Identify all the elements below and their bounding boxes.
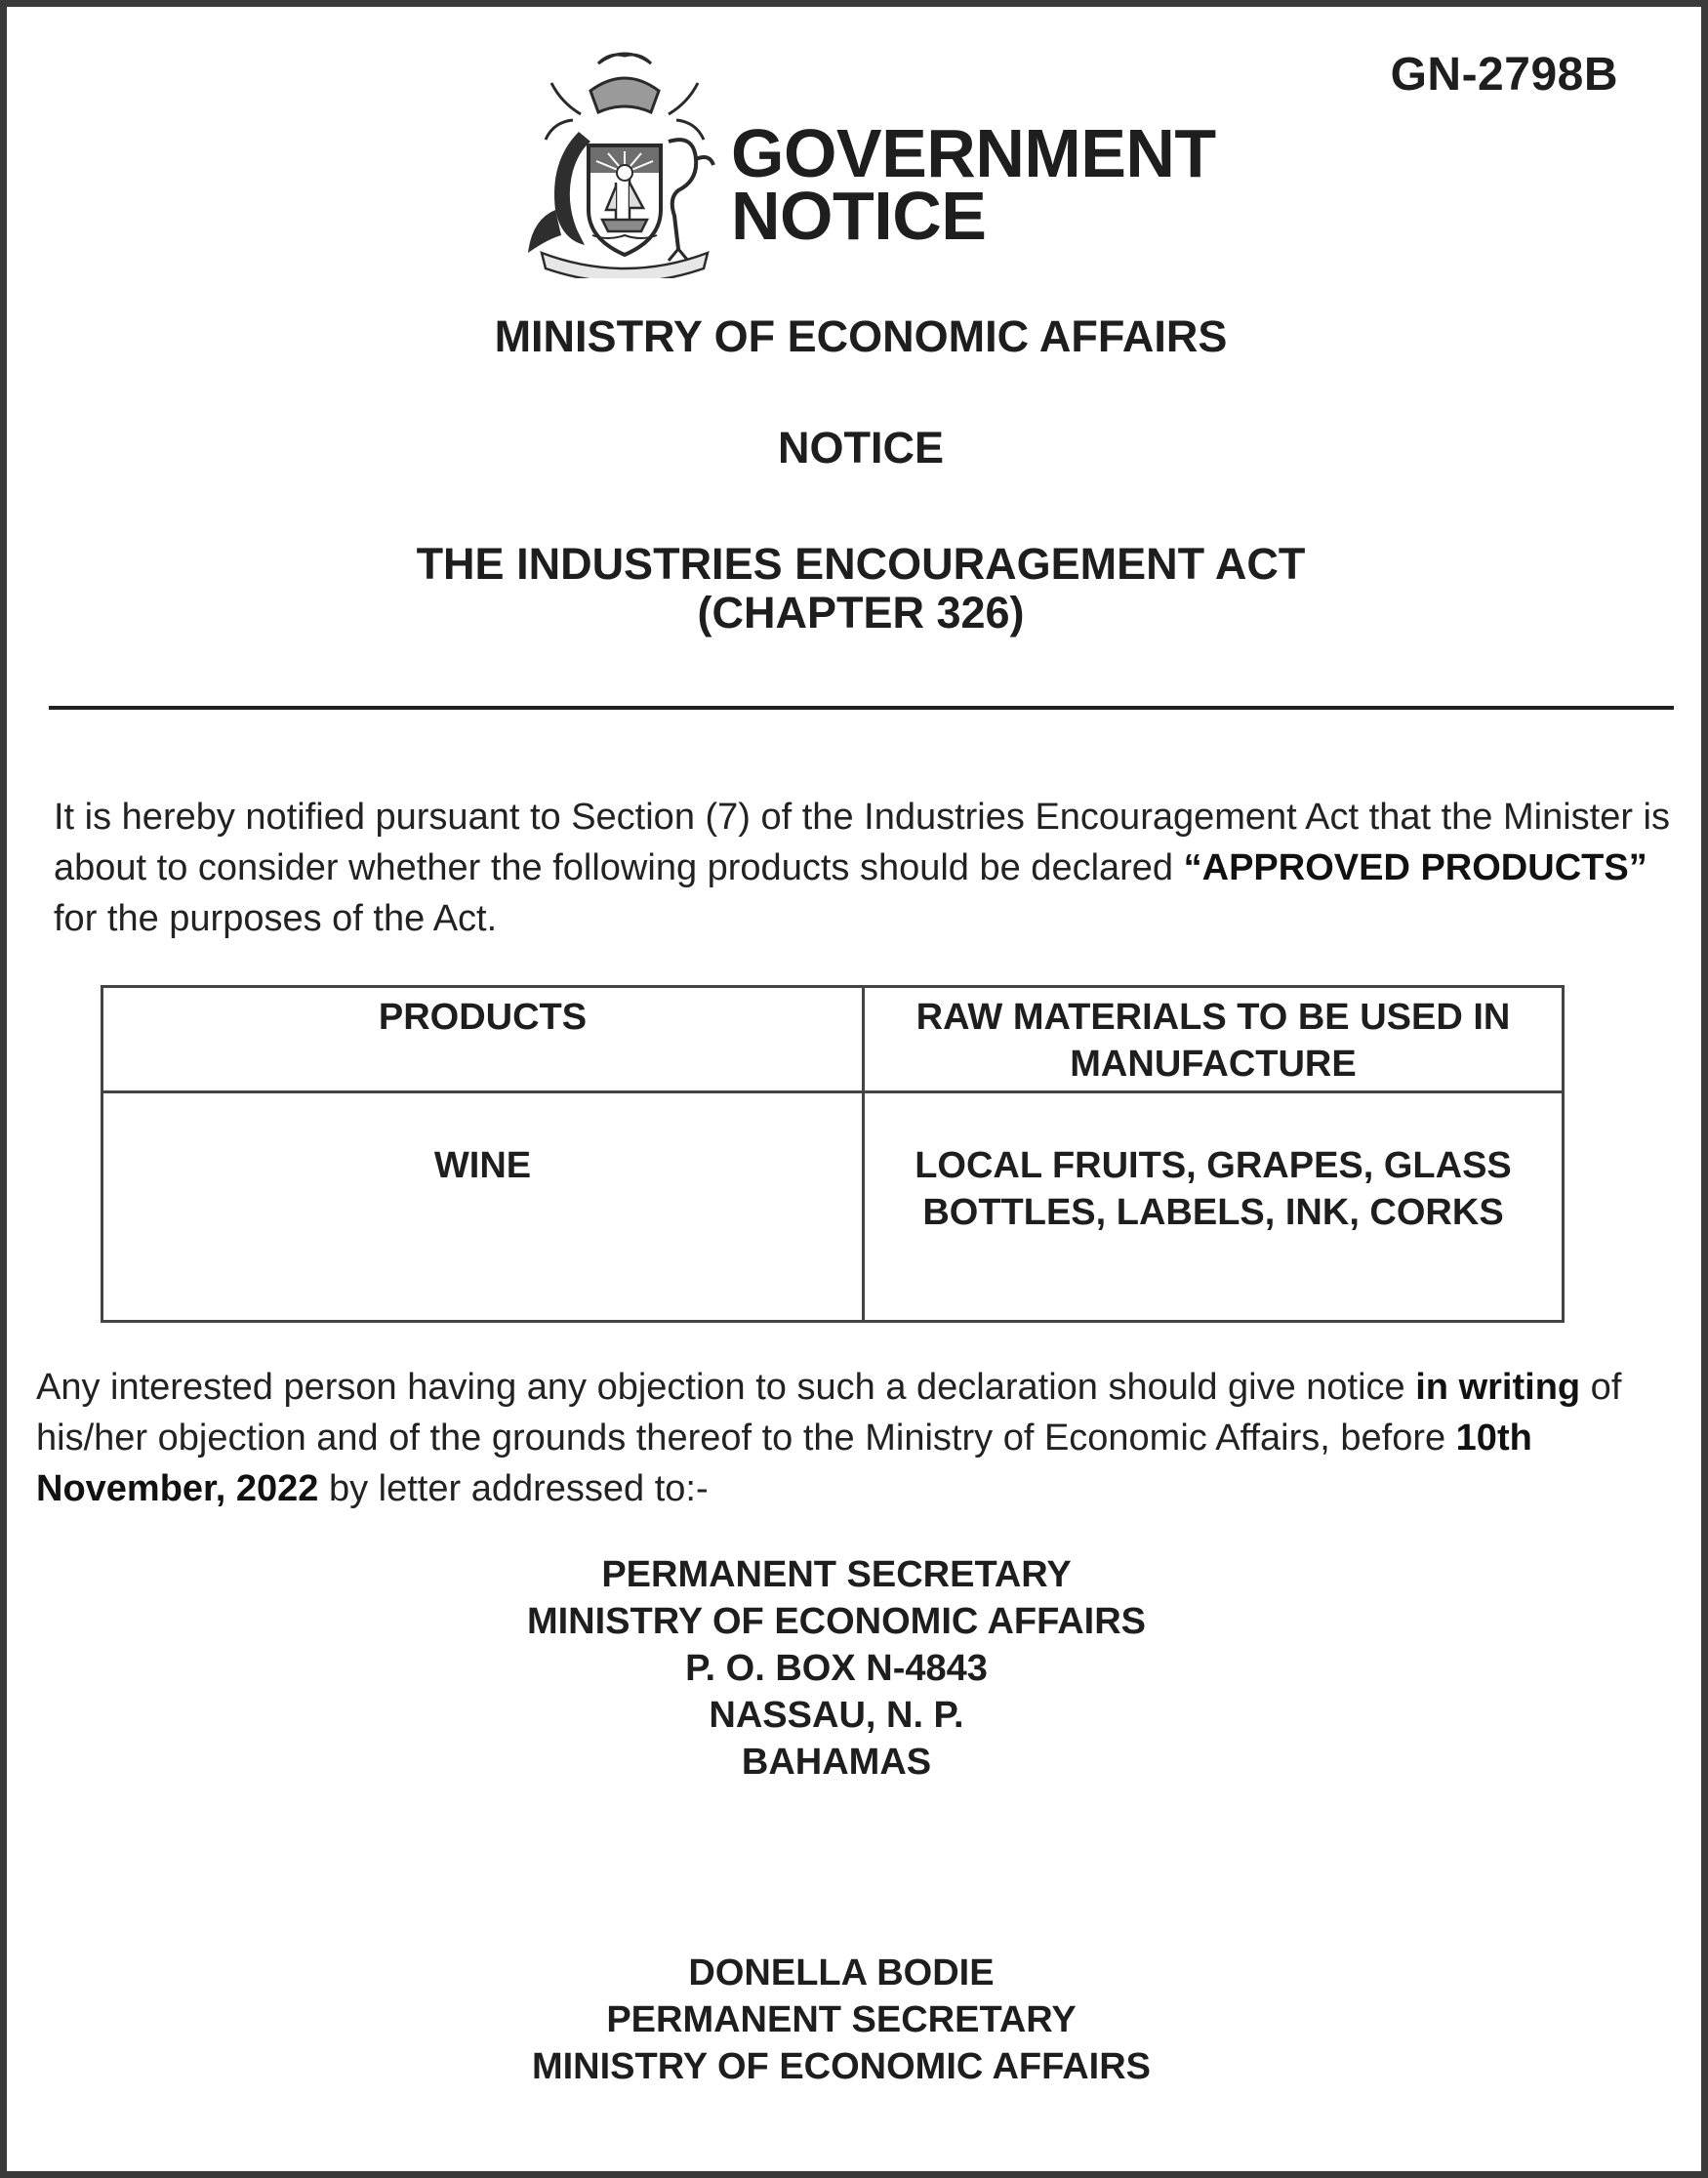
act-chapter: (CHAPTER 326) [697,588,1025,637]
signatory-block [0,1950,1695,2090]
signatory-ministry: MINISTRY OF ECONOMIC AFFAIRS [531,2046,1152,2087]
coat-of-arms-icon [522,44,727,278]
in-writing-emphasis: in writing [1415,1367,1581,1408]
act-title [7,540,1708,637]
address-line: MINISTRY OF ECONOMIC AFFAIRS [526,1601,1147,1642]
title-line-notice: NOTICE [731,178,987,254]
header-raw-materials: RAW MATERIALS TO BE USED IN MANUFACTURE [864,987,1564,1092]
raw-materials-cell: LOCAL FRUITS, GRAPES, GLASS BOTTLES, LABELS, INK, CORKS [864,1092,1564,1322]
products-table [101,985,1565,1323]
notice-number: GN-2798B [1390,49,1618,101]
approved-products-emphasis: “APPROVED PRODUCTS” [1183,847,1647,888]
ministry-heading: MINISTRY OF ECONOMIC AFFAIRS [494,311,1228,361]
notice-heading: NOTICE [777,423,944,473]
signatory-name: DONELLA BODIE [688,1952,995,1993]
government-notice-title [731,115,1216,254]
product-cell: WINE [102,1092,864,1322]
table-header-row [102,987,1564,1092]
horizontal-divider [49,706,1674,710]
address-line: PERMANENT SECRETARY [601,1554,1072,1595]
title-line-government: GOVERNMENT [731,115,1216,191]
objection-paragraph: Any interested person having any objection to such a declaration should give notice in writing of his/her objection and of the grounds thereof to the Ministry of Economic Affairs, before 10th November, 2022 by letter addressed to:- [36,1367,1622,1509]
deadline-date: 10th November, 2022 [36,1418,1532,1509]
act-name: THE INDUSTRIES ENCOURAGEMENT ACT [416,539,1306,589]
address-line: BAHAMAS [741,1742,932,1783]
signatory-title: PERMANENT SECRETARY [606,1999,1077,2040]
address-line: NASSAU, N. P. [709,1695,964,1736]
mailing-address [0,1551,1690,1786]
table-row [102,1092,1564,1322]
address-line: P. O. BOX N-4843 [685,1648,988,1689]
intro-paragraph: It is hereby notified pursuant to Section (7) of the Industries Encouragement Act that the Minister is about to consider whether the following products should be declared “APPROVED PRODUCTS” for the purposes of the Act. [54,797,1670,939]
header-products: PRODUCTS [102,987,864,1092]
